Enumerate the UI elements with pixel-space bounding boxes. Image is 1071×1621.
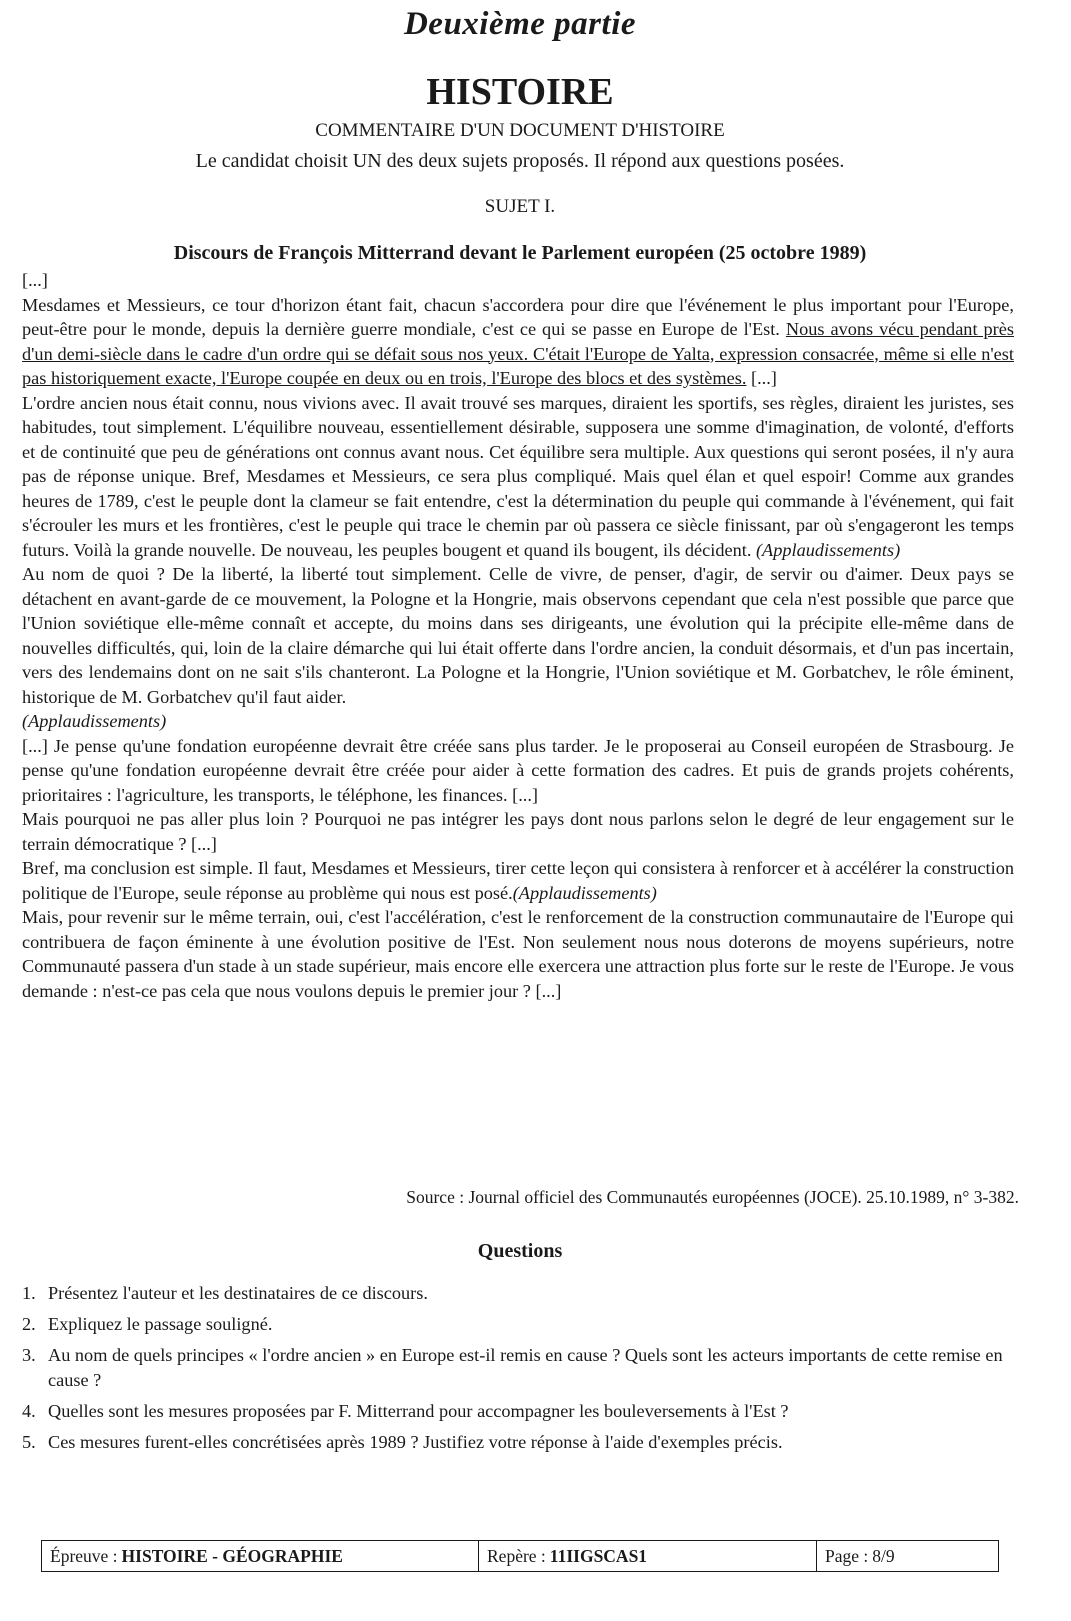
questions-title: Questions <box>477 1240 563 1262</box>
document-text <box>22 268 1014 1003</box>
exam-footer <box>41 1540 999 1572</box>
footer-epreuve <box>42 1541 479 1571</box>
part-title: Deuxième partie <box>403 6 637 42</box>
epreuve-label: Épreuve : <box>50 1545 118 1566</box>
paragraph-5: Mais pourquoi ne pas aller plus loin ? Pourquoi ne pas intégrer les pays dont nous parlons selon le degré de leur engagement sur le terrain démocratique ? [...] <box>22 809 1014 854</box>
applause-note: (Applaudissements) <box>755 539 901 560</box>
question-text: Ces mesures furent-elles concrétisées après 1989 ? Justifiez votre réponse à l'aide d'exemples précis. <box>48 1432 783 1452</box>
question-number: 2. <box>22 1314 36 1334</box>
question-item <box>22 1281 1012 1306</box>
paragraph-1-start: Mesdames et Messieurs, ce tour d'horizon étant fait, chacun s'accordera pour dire que l'événement le plus important pour l'Europe, peut-être pour le monde, depuis la dernière guerre mondiale, c'est ce qui se passe en Europe de l'Est. <box>22 294 1014 339</box>
question-text: Présentez l'auteur et les destinataires de ce discours. <box>48 1283 428 1303</box>
question-item <box>22 1430 1012 1455</box>
instructions: Le candidat choisit UN des deux sujets proposés. Il répond aux questions posées. <box>195 150 845 172</box>
question-item <box>22 1343 1012 1393</box>
paragraph-1 <box>22 293 1014 391</box>
paragraph-2-text: L'ordre ancien nous était connu, nous vivions avec. Il avait trouvé ses marques, diraient les sportifs, ses règles, diraient les juristes, ses habitudes, tout simplement. L'équilibre nouveau, essentiellement désirable, supposera une somme d'imagination, de volonté, d'efforts et de continuité que peu de générations ont connus avant nous. Cet équilibre sera multiple. Aux questions qui seront posées, il n'y aura pas de réponse unique. Bref, Mesdames et Messieurs, ce sera plus compliqué. Mais quel élan et quel espoir! Comme aux grandes heures de 1789, c'est le peuple dont la clameur se fait entendre, c'est la détermination du peuple qui commande à l'événement, qui fait s'écrouler les murs et les frontières, c'est le peuple qui trace le chemin par où passera ce siècle finissant, par où s'engageront les temps futurs. Voilà la grande nouvelle. De nouveau, les peuples bougent et quand ils bougent, ils décident. <box>22 392 1014 560</box>
question-text: Au nom de quels principes « l'ordre ancien » en Europe est-il remis en cause ? Quels sont les acteurs importants de cette remise en cause ? <box>48 1345 1003 1390</box>
subject-title: HISTOIRE <box>426 71 614 113</box>
page-label: Page : <box>825 1545 869 1566</box>
paragraph-7: Mais, pour revenir sur le même terrain, oui, c'est l'accélération, c'est le renforcement de la construction communautaire de l'Europe qui contribuera de façon éminente à une évolution positive de l'Est. Non seulement nous nous doterons de moyens supérieurs, notre Communauté passera d'un stade à un stade supérieur, mais encore elle exercera une attraction plus forte sur le reste de l'Europe. Je vous demande : n'est-ce pas cela que nous voulons depuis le premier jour ? [...] <box>22 907 1014 1001</box>
questions-list <box>22 1281 1012 1461</box>
paragraph-3: Au nom de quoi ? De la liberté, la liberté tout simplement. Celle de vivre, de penser, d'agir, de servir ou d'aimer. Deux pays se détachent en avant-garde de ce mouvement, la Pologne et la Hongrie, mais observons cependant que cela n'est possible que parce que l'Union soviétique elle-même connaît et accepte, du moins dans ses dirigeants, une évolution qui la précipite elle-même dans de nouvelles difficultés, qui, loin de la claire démarche qui lui était offerte dans l'ordre ancien, la conduit désormais, et d'un pas incertain, vers des lendemains dont on ne sait s'ils chanteront. La Pologne et la Hongrie, l'Union soviétique et M. Gorbatchev, le rôle éminent, historique de M. Gorbatchev qu'il faut aider. <box>22 564 1014 707</box>
paragraph-4: [...] Je pense qu'une fondation européenne devrait être créée sans plus tarder. Je le proposerai au Conseil européen de Strasbourg. Je pense qu'une fondation européenne devrait être créée pour aider à cette formation des cadres. Et puis de grands projets cohérents, prioritaires : l'agriculture, les transports, le téléphone, les finances. [...] <box>22 735 1014 805</box>
question-text: Expliquez le passage souligné. <box>48 1314 273 1334</box>
question-number: 1. <box>22 1283 36 1303</box>
footer-repere <box>479 1541 817 1571</box>
sujet-label: SUJET I. <box>484 196 556 217</box>
question-number: 3. <box>22 1345 36 1365</box>
applause-note: (Applaudissements) <box>512 882 657 903</box>
document-title: Discours de François Mitterrand devant le Parlement européen (25 octobre 1989) <box>173 242 867 264</box>
ellipsis-start: [...] <box>22 270 48 290</box>
paragraph-1-end: [...] <box>746 368 777 388</box>
page-value: 8/9 <box>872 1545 895 1566</box>
paragraph-6 <box>22 856 1014 905</box>
epreuve-value: HISTOIRE - GÉOGRAPHIE <box>121 1545 343 1566</box>
underlined-passage: Nous avons vécu pendant près d'un demi-siècle dans le cadre d'un ordre qui se défait sous nos yeux. C'était l'Europe de Yalta, expression consacrée, même si elle n'est pas historiquement exacte, l'Europe coupée en deux ou en trois, l'Europe des blocs et des systèmes. <box>22 319 1014 388</box>
paragraph-6-text: Bref, ma conclusion est simple. Il faut, Mesdames et Messieurs, tirer cette leçon qui consistera à renforcer et à accélérer la construction politique de l'Europe, seule réponse au problème qui nous est posé. <box>22 858 1014 903</box>
question-text: Quelles sont les mesures proposées par F. Mitterrand pour accompagner les bouleversements à l'Est ? <box>48 1401 789 1421</box>
paragraph-2 <box>22 391 1014 563</box>
source-citation: Source : Journal officiel des Communautés européennes (JOCE). 25.10.1989, n° 3-382. <box>406 1187 1019 1207</box>
repere-label: Repère : <box>487 1545 546 1566</box>
footer-page <box>817 1541 998 1571</box>
question-number: 4. <box>22 1401 36 1421</box>
question-number: 5. <box>22 1432 36 1452</box>
applause-note: (Applaudissements) <box>22 711 167 731</box>
exercise-subtitle: COMMENTAIRE D'UN DOCUMENT D'HISTOIRE <box>315 120 725 141</box>
repere-value: 11IIGSCAS1 <box>549 1545 648 1566</box>
question-item <box>22 1399 1012 1424</box>
question-item <box>22 1312 1012 1337</box>
